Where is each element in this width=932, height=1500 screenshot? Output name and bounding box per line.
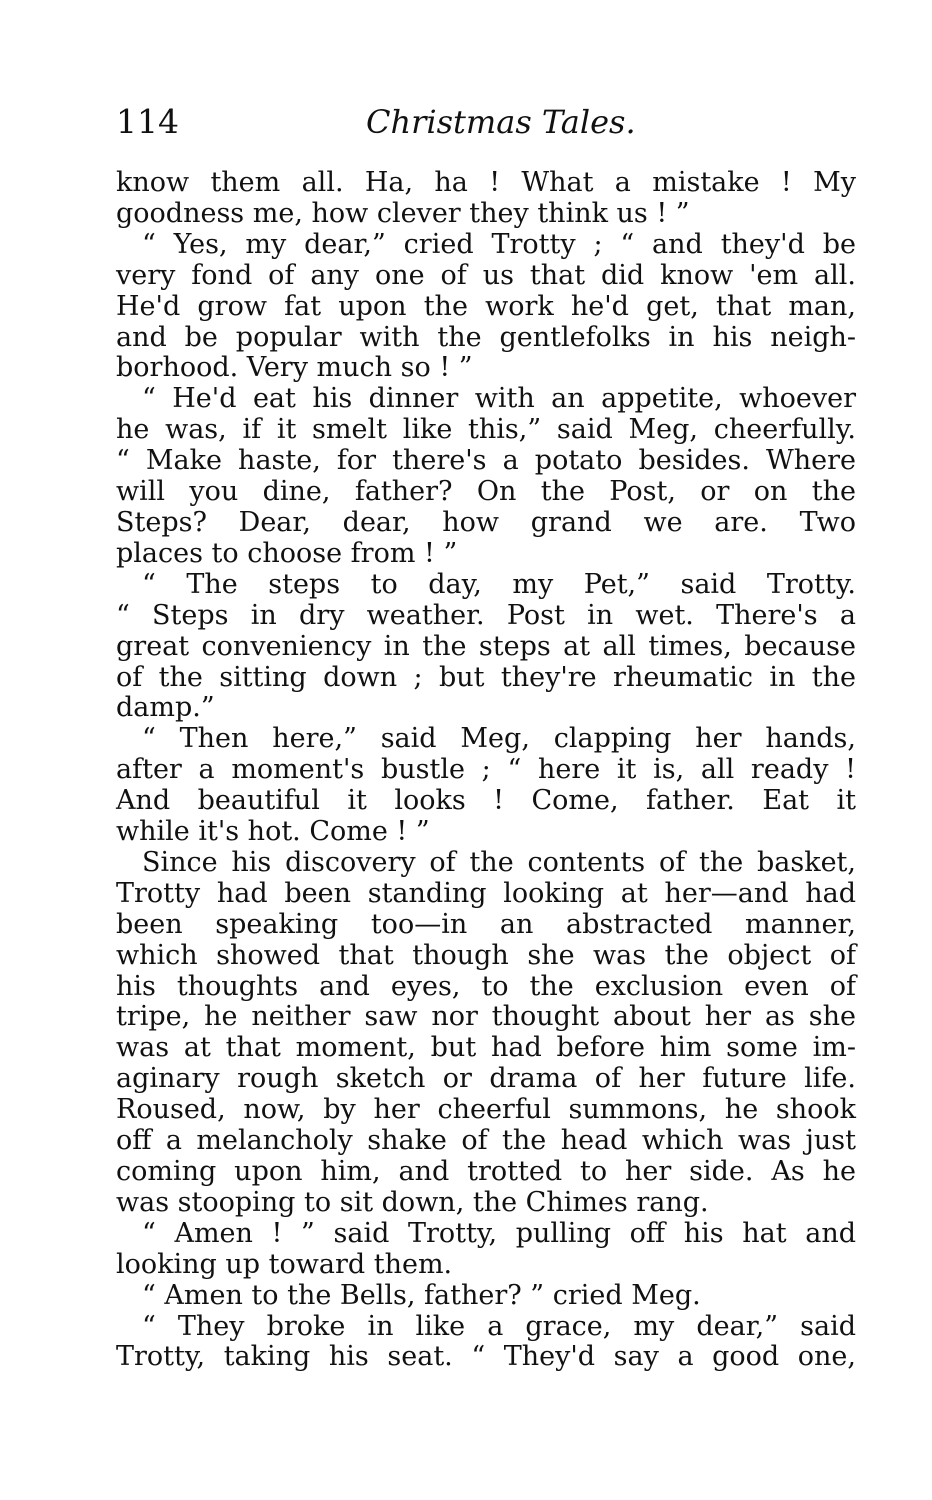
text-line: aginary rough sketch or drama of her future life. — [116, 1063, 856, 1095]
text-line: was at that moment, but had before him some im- — [116, 1032, 856, 1064]
text-line: looking up toward them. — [116, 1248, 453, 1280]
text-line: of the sitting down ; but they're rheumatic in the — [116, 661, 856, 693]
text-line: his thoughts and eyes, to the exclusion even of — [116, 970, 856, 1002]
text-line: been speaking too—in an abstracted manner, — [116, 908, 856, 940]
text-line: off a melancholy shake of the head which was just — [116, 1125, 856, 1157]
text-line: Trotty had been standing looking at her—and had — [116, 877, 856, 909]
text-line: coming upon him, and trotted to her side. As he — [116, 1156, 856, 1187]
running-title: Christmas Tales. — [366, 103, 636, 141]
text-line: And beautiful it looks ! Come, father. Eat it — [116, 785, 856, 817]
text-line: while it's hot. Come ! ” — [116, 816, 430, 848]
text-line: “ The steps to day, my Pet,” said Trotty. — [142, 568, 856, 600]
text-line: “ Amen ! ” said Trotty, pulling off his hat and — [142, 1217, 856, 1249]
text-line: damp.” — [116, 692, 215, 724]
text-line: He'd grow fat upon the work he'd get, that man, — [116, 290, 856, 322]
text-line: goodness me, how clever they think us ! ” — [116, 197, 690, 229]
text-line: will you dine, father? On the Post, or on the — [116, 476, 856, 508]
text-line: “ Make haste, for there's a potato besides. Where — [116, 445, 856, 477]
text-line: was stooping to sit down, the Chimes rang. — [116, 1186, 709, 1218]
text-line: Roused, now, by her cheerful summons, he shook — [116, 1094, 856, 1126]
page-header — [116, 100, 856, 150]
text-line: places to choose from ! ” — [116, 537, 458, 569]
body-text — [116, 168, 856, 1373]
text-line: Since his discovery of the contents of the basket, — [142, 846, 856, 878]
page-number: 114 — [116, 102, 179, 141]
text-line: “ Amen to the Bells, father? ” cried Meg. — [142, 1279, 701, 1311]
text-line: Steps? Dear, dear, how grand we are. Two — [116, 506, 856, 538]
text-line: “ He'd eat his dinner with an appetite, whoever — [142, 383, 856, 415]
text-line: “ They broke in like a grace, my dear,” said — [142, 1310, 856, 1342]
text-line: which showed that though she was the object of — [116, 939, 856, 971]
text-line: Trotty, taking his seat. “ They'd say a good one, — [116, 1341, 856, 1373]
text-line: very fond of any one of us that did know 'em all. — [116, 259, 856, 291]
text-line: borhood. Very much so ! ” — [116, 352, 473, 384]
text-line: “ Then here,” said Meg, clapping her hands, — [142, 723, 856, 755]
text-line: great conveniency in the steps at all times, because — [116, 630, 856, 662]
text-line: tripe, he neither saw nor thought about her as she — [116, 1001, 856, 1033]
text-line: know them all. Ha, ha ! What a mistake ! My — [116, 167, 856, 198]
text-line: “ Steps in dry weather. Post in wet. There's a — [116, 599, 856, 631]
text-line: “ Yes, my dear,” cried Trotty ; “ and they'd be — [142, 228, 856, 260]
text-line: and be popular with the gentlefolks in his neigh- — [116, 321, 856, 353]
text-line: after a moment's bustle ; “ here it is, all ready ! — [116, 754, 856, 786]
text-line: he was, if it smelt like this,” said Meg, cheerfully. — [116, 414, 856, 446]
book-page — [116, 100, 856, 1373]
